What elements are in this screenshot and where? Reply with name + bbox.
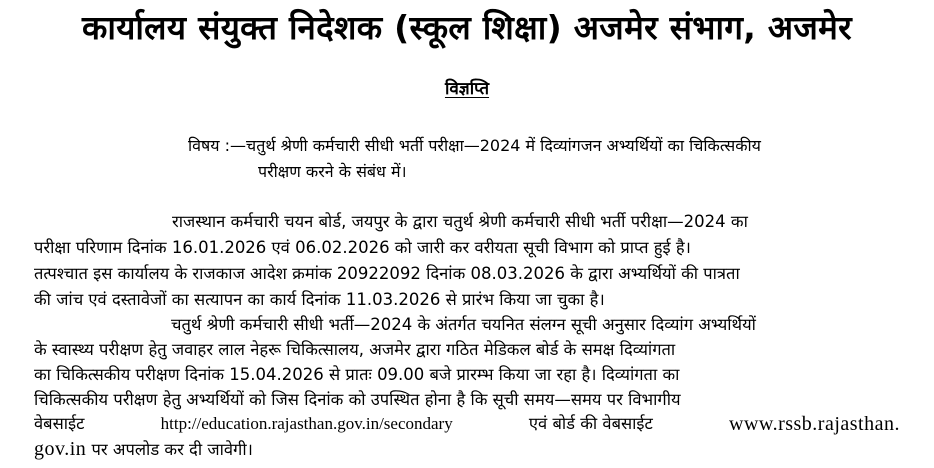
subject-line-1: विषय :—चतुर्थ श्रेणी कर्मचारी सीधी भर्ती परीक्षा—2024 में दिव्यांगजन अभ्यर्थियों का चिकित्सकीय	[188, 136, 761, 155]
paragraph-2-line-4: चिकित्सकीय परीक्षण हेतु अभ्यर्थियों को जिस दिनांक को उपस्थित होना है कि सूची समय—समय पर विभागीय	[34, 390, 681, 409]
website-label: वेबसाईट	[34, 414, 85, 433]
rssb-website-link-end[interactable]: gov.in	[34, 438, 87, 460]
paragraph-2-line-6	[34, 436, 900, 463]
paragraph-2-line-2: के स्वास्थ्य परीक्षण हेतु जवाहर लाल नेहरू चिकित्सालय, अजमेर द्वारा गठित मेडिकल बोर्ड के समक्ष दिव्यांगता	[34, 340, 676, 359]
paragraph-1-line-1-text: राजस्थान कर्मचारी चयन बोर्ड, जयपुर के द्वारा चतुर्थ श्रेणी कर्मचारी सीधी भर्ती परीक्षा—2024 का	[172, 212, 748, 231]
paragraph-2-line-1: चतुर्थ श्रेणी कर्मचारी सीधी भर्ती—2024 के अंतर्गत चयनित संलग्न सूची अनुसार दिव्यांग अभ्यर्थियों	[171, 315, 756, 334]
paragraph-1-line-3: तत्पश्चात इस कार्यालय के राजकाज आदेश क्रमांक 20922092 दिनांक 08.03.2026 के द्वारा अभ्यर्थियों की पात्रता	[34, 264, 740, 283]
upload-note: पर अपलोड कर दी जावेगी।	[91, 440, 253, 459]
notice-title	[0, 76, 934, 99]
office-heading: कार्यालय संयुक्त निदेशक (स्कूल शिक्षा) अजमेर संभाग, अजमेर	[82, 8, 852, 47]
notice-title-text: विज्ञप्ति	[444, 79, 490, 99]
board-website-label: एवं बोर्ड की वेबसाईट	[528, 414, 653, 433]
paragraph-2-line-3: का चिकित्सकीय परीक्षण दिनांक 15.04.2026 से प्रातः 09.00 बजे प्रारम्भ किया जा रहा है। दिव्यांगता का	[34, 365, 680, 384]
paragraph-1-line-4: की जांच एवं दस्तावेजों का सत्यापन का कार्य दिनांक 11.03.2026 से प्रारंभ किया जा चुका है।	[34, 290, 605, 309]
education-website-link[interactable]: http://education.rajasthan.gov.in/secondary	[160, 414, 453, 433]
paragraph-1-line-2: परीक्षा परिणाम दिनांक 16.01.2026 एवं 06.02.2026 को जारी कर वरीयता सूची विभाग को प्राप्त हुई है।	[34, 238, 691, 257]
rssb-website-link[interactable]: www.rssb.rajasthan.	[729, 413, 900, 435]
paragraph-2-line-5	[34, 411, 900, 437]
subject-line-2: परीक्षण करने के संबंध में।	[258, 162, 407, 181]
paragraph-1-line-1	[34, 209, 934, 235]
